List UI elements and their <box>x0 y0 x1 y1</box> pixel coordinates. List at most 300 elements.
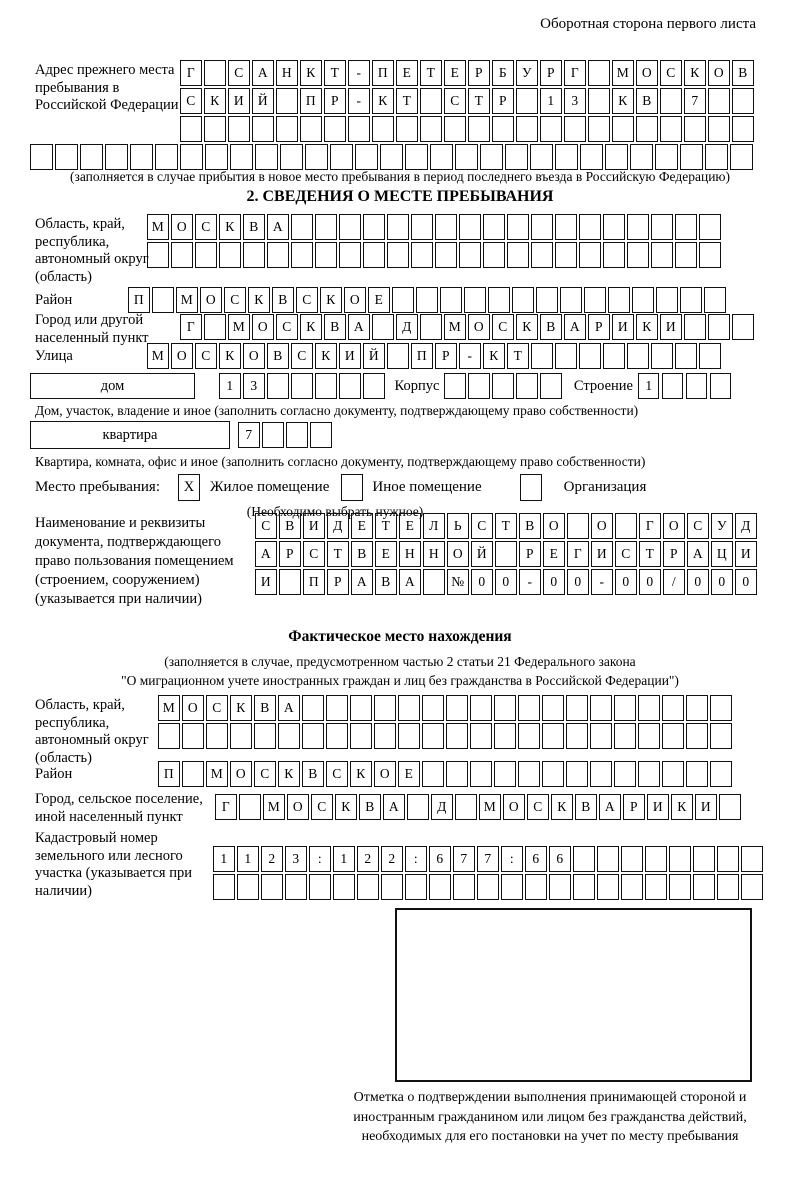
char-box <box>540 116 562 142</box>
char-box: Е <box>399 513 421 539</box>
char-box <box>380 144 403 170</box>
char-box <box>579 242 601 268</box>
char-box: С <box>471 513 493 539</box>
fact-oblast-row-2 <box>158 723 732 749</box>
char-box: Р <box>279 541 301 567</box>
char-box <box>555 214 577 240</box>
char-box: И <box>339 343 361 369</box>
char-box: А <box>278 695 300 721</box>
char-box: К <box>636 314 658 340</box>
char-box: О <box>374 761 396 787</box>
char-box <box>453 874 475 900</box>
char-box: И <box>255 569 277 595</box>
char-box: Р <box>588 314 610 340</box>
stamp-box <box>395 908 752 1082</box>
char-box: О <box>171 214 193 240</box>
char-box <box>573 846 595 872</box>
char-box: - <box>348 88 370 114</box>
char-box <box>440 287 462 313</box>
char-box <box>588 116 610 142</box>
char-box <box>597 846 619 872</box>
prev-address-row-2 <box>180 88 754 114</box>
char-box <box>252 116 274 142</box>
char-box <box>459 214 481 240</box>
char-box <box>291 242 313 268</box>
char-box: К <box>483 343 505 369</box>
char-box: 0 <box>687 569 709 595</box>
char-box <box>645 874 667 900</box>
char-box <box>422 761 444 787</box>
char-box: В <box>540 314 562 340</box>
char-box <box>536 287 558 313</box>
char-box <box>411 242 433 268</box>
char-box: К <box>278 761 300 787</box>
char-box <box>627 214 649 240</box>
char-box <box>206 723 228 749</box>
char-box: С <box>255 513 277 539</box>
char-box <box>710 695 732 721</box>
char-box <box>355 144 378 170</box>
char-box: В <box>359 794 381 820</box>
char-box: К <box>230 695 252 721</box>
char-box: В <box>243 214 265 240</box>
kadastr-row-1 <box>213 846 763 872</box>
char-box <box>348 116 370 142</box>
char-box: С <box>195 214 217 240</box>
char-box: 0 <box>543 569 565 595</box>
char-box: К <box>300 60 322 86</box>
char-box <box>387 242 409 268</box>
char-box: 1 <box>333 846 355 872</box>
char-box: О <box>543 513 565 539</box>
char-box: 1 <box>638 373 660 399</box>
char-box <box>680 287 702 313</box>
prev-address-row-4 <box>30 144 753 170</box>
char-box: 2 <box>381 846 403 872</box>
char-box: 6 <box>525 846 547 872</box>
char-box: М <box>176 287 198 313</box>
char-box: В <box>302 761 324 787</box>
char-box <box>621 874 643 900</box>
char-box <box>446 723 468 749</box>
char-box: Т <box>396 88 418 114</box>
char-box <box>693 874 715 900</box>
char-box: В <box>279 513 301 539</box>
char-box: 0 <box>735 569 757 595</box>
char-box <box>494 761 516 787</box>
char-box: К <box>516 314 538 340</box>
char-box <box>470 723 492 749</box>
fact-oblast-row-1 <box>158 695 732 721</box>
char-box: М <box>158 695 180 721</box>
char-box <box>567 513 589 539</box>
prev-address-row-3 <box>180 116 754 142</box>
char-box: М <box>147 343 169 369</box>
char-box: Т <box>375 513 397 539</box>
mesto-note: (Необходимо выбрать нужное) <box>246 504 424 519</box>
char-box <box>416 287 438 313</box>
char-box <box>684 116 706 142</box>
char-box: К <box>248 287 270 313</box>
char-box: К <box>204 88 226 114</box>
char-box: О <box>200 287 222 313</box>
fact-gorod-row <box>215 794 741 820</box>
char-box: И <box>303 513 325 539</box>
char-box: В <box>732 60 754 86</box>
char-box <box>660 116 682 142</box>
char-box <box>732 116 754 142</box>
char-box: : <box>501 846 523 872</box>
char-box <box>430 144 453 170</box>
char-box: С <box>687 513 709 539</box>
char-box <box>518 723 540 749</box>
char-box: А <box>399 569 421 595</box>
char-box <box>730 144 753 170</box>
char-box: 0 <box>567 569 589 595</box>
char-box <box>560 287 582 313</box>
stroenie-cells <box>638 373 732 399</box>
char-box <box>621 846 643 872</box>
char-box: У <box>711 513 733 539</box>
char-box: Д <box>396 314 418 340</box>
char-box <box>494 695 516 721</box>
char-box <box>656 287 678 313</box>
char-box <box>704 287 726 313</box>
char-box: С <box>492 314 514 340</box>
doc-row-3 <box>255 569 757 595</box>
char-box <box>387 214 409 240</box>
char-box <box>305 144 328 170</box>
char-box <box>518 761 540 787</box>
char-box: Р <box>324 88 346 114</box>
char-box: Б <box>492 60 514 86</box>
char-box: Й <box>363 343 385 369</box>
char-box: С <box>660 60 682 86</box>
char-box <box>488 287 510 313</box>
oblast-row-1 <box>147 214 721 240</box>
char-box <box>423 569 445 595</box>
char-box: О <box>636 60 658 86</box>
char-box <box>710 761 732 787</box>
char-box <box>699 214 721 240</box>
char-box: О <box>503 794 525 820</box>
char-box: 0 <box>471 569 493 595</box>
char-box <box>651 343 673 369</box>
char-box <box>492 373 514 399</box>
char-box: В <box>254 695 276 721</box>
char-box <box>505 144 528 170</box>
prev-address-row-1 <box>180 60 754 86</box>
char-box: А <box>383 794 405 820</box>
char-box: У <box>516 60 538 86</box>
char-box <box>492 116 514 142</box>
char-box: Т <box>507 343 529 369</box>
char-box <box>686 723 708 749</box>
char-box: В <box>272 287 294 313</box>
char-box: 2 <box>357 846 379 872</box>
char-box: И <box>735 541 757 567</box>
char-box: Е <box>375 541 397 567</box>
char-box <box>717 846 739 872</box>
char-box <box>374 723 396 749</box>
char-box <box>614 695 636 721</box>
char-box <box>603 343 625 369</box>
char-box <box>205 144 228 170</box>
char-box: О <box>182 695 204 721</box>
char-box <box>699 343 721 369</box>
char-box <box>333 874 355 900</box>
char-box <box>254 723 276 749</box>
char-box <box>732 314 754 340</box>
char-box <box>615 513 637 539</box>
char-box <box>429 874 451 900</box>
char-box: Й <box>471 541 493 567</box>
char-box <box>392 287 414 313</box>
char-box: К <box>219 214 241 240</box>
char-box <box>638 761 660 787</box>
char-box <box>315 214 337 240</box>
char-box <box>213 874 235 900</box>
char-box <box>518 695 540 721</box>
char-box <box>603 242 625 268</box>
char-box <box>566 723 588 749</box>
char-box: К <box>684 60 706 86</box>
char-box <box>662 761 684 787</box>
char-box <box>525 874 547 900</box>
char-box: Л <box>423 513 445 539</box>
section2-title: 2. СВЕДЕНИЯ О МЕСТЕ ПРЕБЫВАНИЯ <box>246 188 554 205</box>
char-box: Т <box>420 60 442 86</box>
char-box: Р <box>492 88 514 114</box>
char-box <box>315 242 337 268</box>
char-box <box>279 569 301 595</box>
char-box <box>300 116 322 142</box>
char-box <box>363 373 385 399</box>
char-box <box>219 242 241 268</box>
char-box: : <box>309 846 331 872</box>
char-box <box>719 794 741 820</box>
char-box <box>411 214 433 240</box>
char-box: Ь <box>447 513 469 539</box>
char-box: С <box>254 761 276 787</box>
char-box: - <box>519 569 541 595</box>
char-box: М <box>612 60 634 86</box>
kadastr-label: Кадастровый номер земельного или лесного участка (указывается при наличии) <box>35 830 192 899</box>
char-box <box>566 761 588 787</box>
char-box: Р <box>519 541 541 567</box>
char-box <box>182 723 204 749</box>
char-box: 1 <box>540 88 562 114</box>
page-side-note: Оборотная сторона первого листа <box>540 16 756 32</box>
char-box <box>398 695 420 721</box>
char-box <box>350 695 372 721</box>
char-box <box>638 723 660 749</box>
char-box: Р <box>623 794 645 820</box>
char-box <box>483 214 505 240</box>
char-box: С <box>296 287 318 313</box>
char-box <box>542 761 564 787</box>
char-box: Р <box>468 60 490 86</box>
char-box: И <box>647 794 669 820</box>
char-box <box>387 343 409 369</box>
char-box: И <box>228 88 250 114</box>
doc-row-1 <box>255 513 757 539</box>
kvartira-row <box>30 421 332 449</box>
char-box: - <box>348 60 370 86</box>
char-box: О <box>344 287 366 313</box>
char-box <box>276 116 298 142</box>
char-box <box>276 88 298 114</box>
char-box <box>398 723 420 749</box>
char-box <box>309 874 331 900</box>
char-box: К <box>315 343 337 369</box>
raion-label: Район <box>35 292 73 308</box>
char-box: П <box>128 287 150 313</box>
char-box <box>230 723 252 749</box>
char-box: 0 <box>615 569 637 595</box>
char-box: О <box>447 541 469 567</box>
fact-note-1: (заполняется в случае, предусмотренном частью 2 статьи 21 Федерального закона <box>164 654 636 669</box>
fact-raion-row <box>158 761 732 787</box>
char-box <box>422 695 444 721</box>
char-box <box>330 144 353 170</box>
char-box: Д <box>431 794 453 820</box>
char-box: - <box>459 343 481 369</box>
char-box: 0 <box>711 569 733 595</box>
char-box <box>708 88 730 114</box>
char-box <box>407 794 429 820</box>
char-box: 6 <box>549 846 571 872</box>
char-box <box>636 116 658 142</box>
char-box: М <box>228 314 250 340</box>
char-box <box>705 144 728 170</box>
char-box <box>291 214 313 240</box>
oblast-row-2 <box>147 242 721 268</box>
char-box <box>55 144 78 170</box>
char-box <box>180 116 202 142</box>
char-box <box>584 287 606 313</box>
char-box: О <box>171 343 193 369</box>
char-box: С <box>276 314 298 340</box>
char-box <box>531 242 553 268</box>
char-box <box>310 422 332 448</box>
char-box <box>669 846 691 872</box>
zhiloe-label: Жилое помещение <box>210 479 330 495</box>
mesto-row <box>35 474 646 501</box>
char-box <box>531 343 553 369</box>
char-box <box>326 723 348 749</box>
char-box <box>732 88 754 114</box>
char-box: О <box>230 761 252 787</box>
char-box <box>608 287 630 313</box>
char-box <box>105 144 128 170</box>
char-box: А <box>564 314 586 340</box>
char-box <box>660 88 682 114</box>
stroenie-label: Строение <box>573 377 633 394</box>
fact-oblast-label: Область, край, республика, автономный округ (область) <box>35 697 149 766</box>
doc-row-2 <box>255 541 757 567</box>
char-box <box>182 761 204 787</box>
korpus-label: Корпус <box>394 377 440 394</box>
fact-gorod-label: Город, сельское поселение, иной населенный пункт <box>35 791 203 825</box>
char-box <box>30 144 53 170</box>
char-box: О <box>708 60 730 86</box>
char-box <box>662 373 684 399</box>
char-box <box>80 144 103 170</box>
char-box <box>444 373 466 399</box>
char-box: 1 <box>219 373 241 399</box>
char-box: С <box>228 60 250 86</box>
char-box: И <box>591 541 613 567</box>
char-box <box>326 695 348 721</box>
char-box: 7 <box>684 88 706 114</box>
char-box <box>405 874 427 900</box>
char-box <box>315 373 337 399</box>
char-box <box>542 695 564 721</box>
char-box <box>470 761 492 787</box>
ulitsa-row <box>147 343 721 369</box>
char-box: 0 <box>639 569 661 595</box>
char-box: Г <box>639 513 661 539</box>
char-box <box>549 874 571 900</box>
char-box: 2 <box>261 846 283 872</box>
char-box: Т <box>324 60 346 86</box>
char-box <box>603 214 625 240</box>
char-box: М <box>444 314 466 340</box>
char-box <box>239 794 261 820</box>
char-box <box>684 314 706 340</box>
char-box: О <box>243 343 265 369</box>
char-box <box>422 723 444 749</box>
char-box: 1 <box>213 846 235 872</box>
char-box: С <box>195 343 217 369</box>
char-box <box>693 846 715 872</box>
char-box <box>708 314 730 340</box>
char-box: Р <box>435 343 457 369</box>
char-box <box>717 874 739 900</box>
char-box: Т <box>468 88 490 114</box>
char-box <box>555 343 577 369</box>
char-box <box>302 723 324 749</box>
char-box: № <box>447 569 469 595</box>
char-box <box>588 60 610 86</box>
char-box <box>708 116 730 142</box>
char-box <box>468 373 490 399</box>
org-label: Организация <box>563 479 647 495</box>
char-box: Р <box>327 569 349 595</box>
char-box <box>686 761 708 787</box>
char-box: В <box>375 569 397 595</box>
char-box: Н <box>399 541 421 567</box>
char-box <box>507 214 529 240</box>
char-box <box>324 116 346 142</box>
raion-row <box>128 287 726 313</box>
char-box: Т <box>639 541 661 567</box>
char-box: / <box>663 569 685 595</box>
char-box: - <box>591 569 613 595</box>
dom-labelbox: дом <box>30 373 195 399</box>
char-box <box>228 116 250 142</box>
char-box <box>564 116 586 142</box>
char-box <box>710 373 732 399</box>
char-box: П <box>158 761 180 787</box>
char-box <box>204 116 226 142</box>
char-box <box>655 144 678 170</box>
char-box: Н <box>423 541 445 567</box>
char-box: П <box>303 569 325 595</box>
char-box: Е <box>368 287 390 313</box>
korpus-cells <box>444 373 562 399</box>
